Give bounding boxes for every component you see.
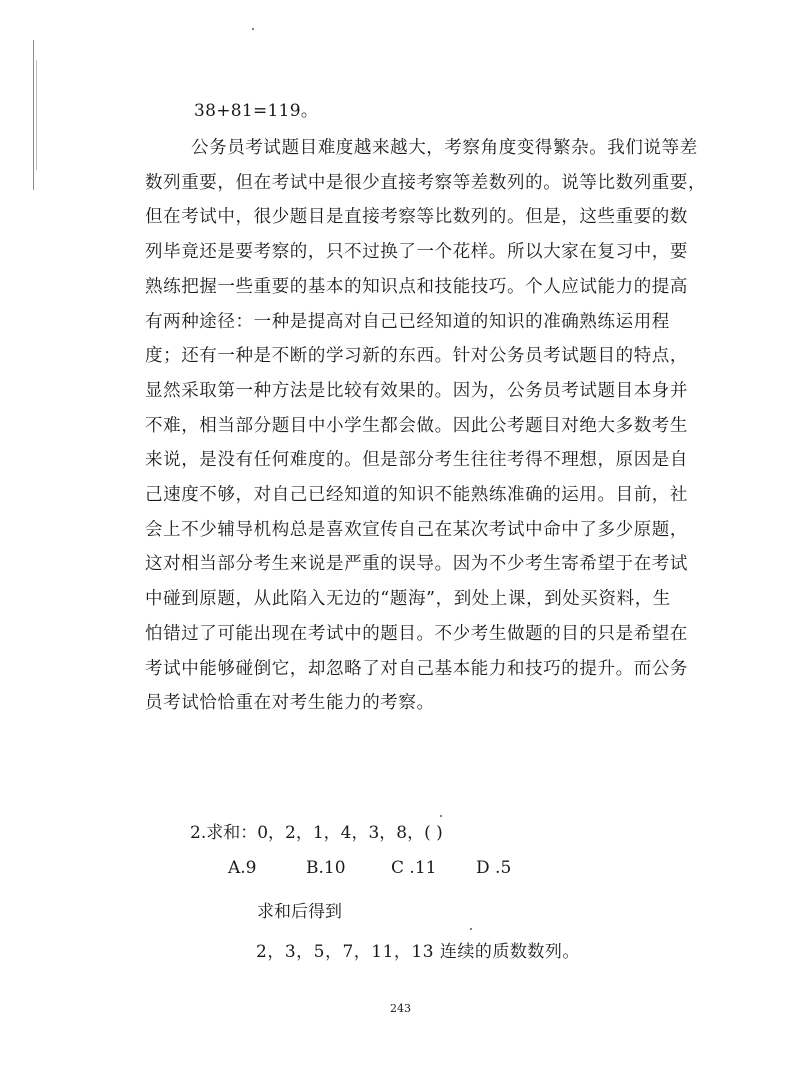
option-b: B.10 [306,858,346,878]
body-paragraph [145,131,710,721]
page-number: 243 [390,1002,411,1015]
paragraph-line: 己速度不够，对自己已经知道的知识不能熟练准确的运用。目前，社 [145,485,688,506]
paragraph-line: 但在考试中，很少题目是直接考察等比数列的。但是，这些重要的数 [145,207,688,228]
paragraph-line: 有两种途径：一种是提高对自己已经知道的知识的准确熟练运用程 [145,311,670,332]
scan-edge-mark [36,60,37,170]
paragraph-line: 考试中能够碰倒它，却忽略了对自己基本能力和技巧的提升。而公务 [145,658,688,679]
solution-line-2: 2，3，5，7，11，13 连续的质数数列。 [256,942,580,962]
scan-speck [252,28,254,30]
paragraph-line: 员考试恰恰重在对考生能力的考察。 [145,693,435,714]
paragraph-line: 公务员考试题目难度越来越大，考察角度变得繁杂。我们说等差 [191,138,698,158]
paragraph-line: 中碰到原题，从此陷入无边的“题海”，到处上课，到处买资料，生 [145,589,671,610]
paragraph-line: 显然采取第一种方法是比较有效果的。因为，公务员考试题目本身并 [145,380,688,401]
paragraph-line: 列毕竟还是要考察的，只不过换了一个花样。所以大家在复习中，要 [145,242,688,263]
paragraph-line: 熟练把握一些重要的基本的知识点和技能技巧。个人应试能力的提高 [145,276,688,297]
paragraph-line: 来说，是没有任何难度的。但是部分考生往往考得不理想，原因是自 [145,450,688,471]
option-a: A.9 [228,858,257,878]
paragraph-line: 数列重要，但在考试中是很少直接考察等差数列的。说等比数列重要， [145,172,707,193]
answer-options [228,858,511,878]
scan-edge-mark [33,40,34,190]
paragraph-line: 度；还有一种是不断的学习新的东西。针对公务员考试题目的特点， [145,346,688,367]
option-d: D .5 [476,858,512,878]
paragraph-line: 怕错过了可能出现在考试中的题目。不少考生做题的目的只是希望在 [145,623,688,644]
paragraph-line: 会上不少辅导机构总是喜欢宣传自己在某次考试中命中了多少原题， [145,519,688,540]
paragraph-line: 这对相当部分考生来说是严重的误导。因为不少考生寄希望于在考试 [145,554,688,575]
question-title: 2.求和：0，2，1，4，3，8，( ) [190,823,443,843]
solution-line-1: 求和后得到 [257,902,342,922]
scan-speck [440,815,442,817]
scan-speck [470,928,472,930]
equation-line: 38+81=119。 [194,101,319,121]
option-c: C .11 [391,858,437,878]
paragraph-line: 不难，相当部分题目中小学生都会做。因此公考题目对绝大多数考生 [145,415,688,436]
